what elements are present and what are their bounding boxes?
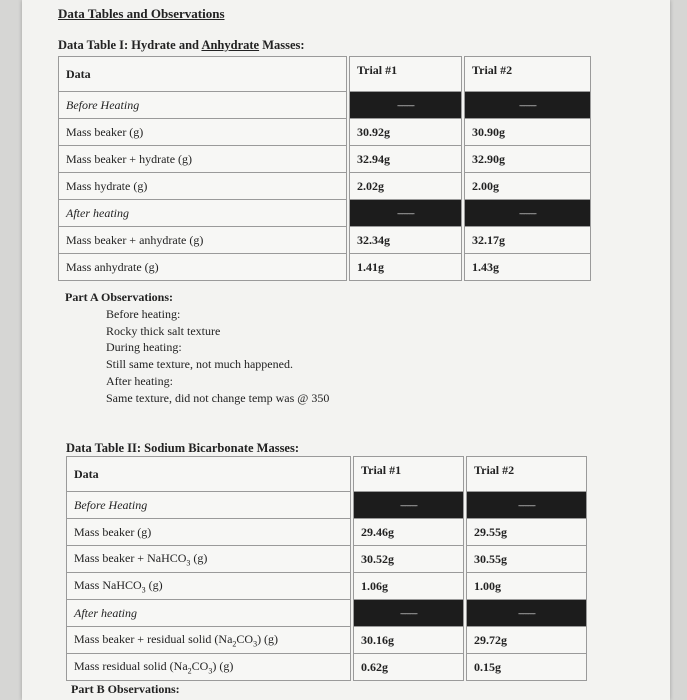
header-data: Data bbox=[67, 457, 351, 492]
table1-title bbox=[58, 38, 305, 53]
row-label: Mass beaker (g) bbox=[59, 119, 347, 146]
table-row bbox=[67, 600, 587, 627]
row-trial-1: 1.06g bbox=[354, 573, 464, 600]
row-trial-2: 32.17g bbox=[465, 227, 591, 254]
table-row bbox=[59, 146, 591, 173]
header-data: Data bbox=[59, 57, 347, 92]
header-trial-2: Trial #2 bbox=[465, 57, 591, 92]
table-header-row bbox=[67, 457, 587, 492]
data-table-1 bbox=[58, 56, 591, 281]
row-label: After heating bbox=[59, 200, 347, 227]
part-a-label: Part A Observations: bbox=[65, 290, 173, 304]
table-row bbox=[59, 173, 591, 200]
row-trial-2: 30.90g bbox=[465, 119, 591, 146]
row-label: Before Heating bbox=[67, 492, 351, 519]
row-label: Mass residual solid $(Na_2CO_3)$ (g) bbox=[67, 654, 351, 681]
row-trial-1: ---------- bbox=[354, 492, 464, 519]
row-trial-1: 1.41g bbox=[350, 254, 462, 281]
row-trial-1: ---------- bbox=[354, 600, 464, 627]
row-trial-2: 30.55g bbox=[467, 546, 587, 573]
table2-title: Data Table II: Sodium Bicarbonate Masses: bbox=[66, 441, 300, 455]
row-trial-1: 29.46g bbox=[354, 519, 464, 546]
observation-line: Same texture, did not change temp was @ 350 bbox=[106, 390, 330, 405]
row-trial-1: 30.52g bbox=[354, 546, 464, 573]
table-header-row bbox=[59, 57, 591, 92]
row-trial-2: ---------- bbox=[465, 200, 591, 227]
header-trial-1: Trial #1 bbox=[350, 57, 462, 92]
table-row bbox=[59, 92, 591, 119]
row-trial-2: 1.43g bbox=[465, 254, 591, 281]
table-row bbox=[59, 227, 591, 254]
row-trial-1: ---------- bbox=[350, 200, 462, 227]
header-trial-1: Trial #1 bbox=[354, 457, 464, 492]
table-row bbox=[59, 200, 591, 227]
row-trial-2: 1.00g bbox=[467, 573, 587, 600]
row-trial-2: ---------- bbox=[467, 492, 587, 519]
row-trial-2: 2.00g bbox=[465, 173, 591, 200]
row-trial-1: 32.94g bbox=[350, 146, 462, 173]
row-label: Mass beaker + hydrate (g) bbox=[59, 146, 347, 173]
table-row bbox=[59, 119, 591, 146]
row-trial-1: 30.92g bbox=[350, 119, 462, 146]
row-trial-1: 32.34g bbox=[350, 227, 462, 254]
row-label: Mass anhydrate (g) bbox=[59, 254, 347, 281]
row-label: Mass beaker + residual solid $(Na_2CO_3)$ (g) bbox=[67, 627, 351, 654]
table-row bbox=[67, 519, 587, 546]
row-trial-1: 30.16g bbox=[354, 627, 464, 654]
observation-line: During heating: bbox=[106, 340, 182, 355]
row-trial-1: ---------- bbox=[350, 92, 462, 119]
row-trial-2: 32.90g bbox=[465, 146, 591, 173]
data-table-2 bbox=[66, 456, 587, 681]
row-trial-2: 0.15g bbox=[467, 654, 587, 681]
row-label: After heating bbox=[67, 600, 351, 627]
row-label: Mass beaker + NaHCO$_3$ (g) bbox=[67, 546, 351, 573]
table1-title-underlined: Anhydrate bbox=[201, 38, 260, 52]
row-trial-2: ---------- bbox=[465, 92, 591, 119]
row-label: Mass NaHCO$_3$ (g) bbox=[67, 573, 351, 600]
row-label: Mass beaker (g) bbox=[67, 519, 351, 546]
row-trial-1: 2.02g bbox=[350, 173, 462, 200]
row-label: Before Heating bbox=[59, 92, 347, 119]
row-label: Mass beaker + anhydrate (g) bbox=[59, 227, 347, 254]
table1-title-suffix: Masses: bbox=[259, 38, 305, 52]
observation-line: After heating: bbox=[106, 373, 173, 388]
part-a-observations bbox=[65, 289, 329, 407]
table-row bbox=[67, 546, 587, 573]
table-row bbox=[67, 627, 587, 654]
row-label: Mass hydrate (g) bbox=[59, 173, 347, 200]
table-row bbox=[67, 654, 587, 681]
document-page bbox=[22, 0, 670, 700]
table-row bbox=[67, 492, 587, 519]
row-trial-1: 0.62g bbox=[354, 654, 464, 681]
header-trial-2: Trial #2 bbox=[467, 457, 587, 492]
row-trial-2: ---------- bbox=[467, 600, 587, 627]
observation-line: Before heating: bbox=[106, 306, 181, 321]
row-trial-2: 29.72g bbox=[467, 627, 587, 654]
page-heading: Data Tables and Observations bbox=[58, 6, 225, 21]
part-b-label: Part B Observations: bbox=[71, 682, 180, 696]
row-trial-2: 29.55g bbox=[467, 519, 587, 546]
table-row bbox=[67, 573, 587, 600]
table-row bbox=[59, 254, 591, 281]
table1-title-prefix: Data Table I: Hydrate and bbox=[58, 38, 202, 52]
observation-line: Rocky thick salt texture bbox=[106, 323, 221, 338]
observation-line: Still same texture, not much happened. bbox=[106, 357, 293, 372]
